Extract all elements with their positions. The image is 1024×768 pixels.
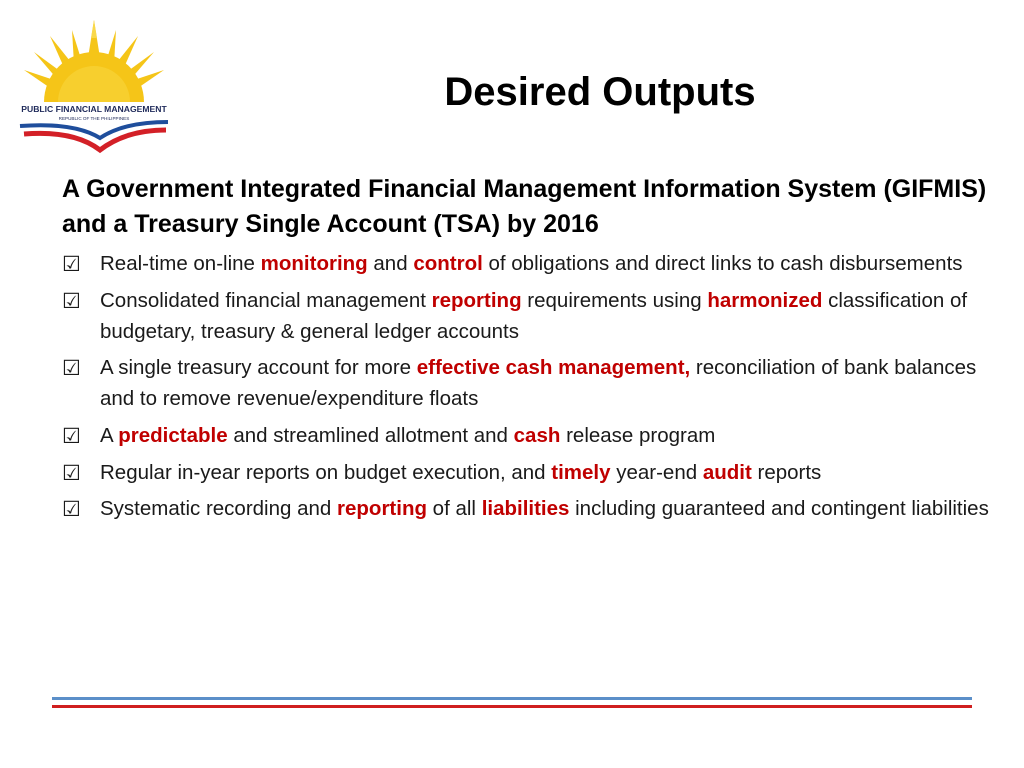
bullet-list xyxy=(62,249,992,525)
bullet-text: year-end xyxy=(610,460,703,484)
bullet-text: A single treasury account for more xyxy=(100,356,417,380)
bullet-item xyxy=(62,249,992,280)
slide-subtitle: A Government Integrated Financial Management Information System (GIFMIS) and a Treasury Single Account (TSA) by 2016 xyxy=(62,175,987,238)
bullet-text: release program xyxy=(560,423,716,447)
highlighted-text: reporting xyxy=(431,288,522,312)
checkbox-checked-icon: ☑ xyxy=(62,252,81,276)
highlighted-text: audit xyxy=(702,460,752,484)
bullet-item xyxy=(62,494,992,525)
bullet-text: classification of budgetary, treasury & general ledger accounts xyxy=(100,288,968,343)
highlighted-text: liabilities xyxy=(481,497,570,521)
bullet-text: requirements using xyxy=(521,288,708,312)
slide-title: Desired Outputs xyxy=(444,70,756,114)
bullet-item xyxy=(62,286,992,348)
highlighted-text: predictable xyxy=(118,423,228,447)
bullet-text: and streamlined allotment and xyxy=(227,423,514,447)
checkbox-checked-icon: ☑ xyxy=(62,423,81,448)
bullet-text: Real-time on-line xyxy=(100,252,261,275)
bullet-item xyxy=(62,353,992,415)
highlighted-text: control xyxy=(413,252,483,275)
footer-rule-blue xyxy=(52,697,972,700)
highlighted-text: timely xyxy=(551,460,611,484)
footer-rule-red xyxy=(52,705,972,708)
checkbox-checked-icon: ☑ xyxy=(62,356,81,381)
checkbox-checked-icon: ☑ xyxy=(62,288,81,313)
highlighted-text: harmonized xyxy=(707,288,823,312)
sun-logo-icon xyxy=(14,18,174,158)
bullet-item xyxy=(62,421,992,452)
bullet-text: of obligations and direct links to cash disbursements xyxy=(482,252,963,275)
highlighted-text: reporting xyxy=(337,497,427,521)
bullet-text: Systematic recording and xyxy=(100,497,338,521)
bullet-text: Regular in-year reports on budget execution, and xyxy=(100,460,552,484)
bullet-text: and xyxy=(367,252,414,275)
pfm-logo xyxy=(14,18,174,158)
bullet-text: A xyxy=(100,423,119,447)
bullet-text: Consolidated financial management xyxy=(100,288,432,312)
highlighted-text: cash xyxy=(513,423,561,447)
bullet-text: including guaranteed and contingent liabilities xyxy=(569,497,989,521)
checkbox-checked-icon: ☑ xyxy=(62,460,81,485)
logo-org-subname: REPUBLIC OF THE PHILIPPINES xyxy=(58,116,130,121)
highlighted-text: monitoring xyxy=(260,252,368,275)
logo-org-name: PUBLIC FINANCIAL MANAGEMENT xyxy=(21,104,167,114)
slide-content xyxy=(62,172,992,531)
bullet-text: reports xyxy=(751,460,822,484)
bullet-text: of all xyxy=(426,497,482,521)
bullet-text: reconciliation of bank balances and to remove revenue/expenditure floats xyxy=(100,356,977,410)
highlighted-text: effective cash management, xyxy=(416,356,691,380)
bullet-item xyxy=(62,458,992,489)
checkbox-checked-icon: ☑ xyxy=(62,497,81,522)
